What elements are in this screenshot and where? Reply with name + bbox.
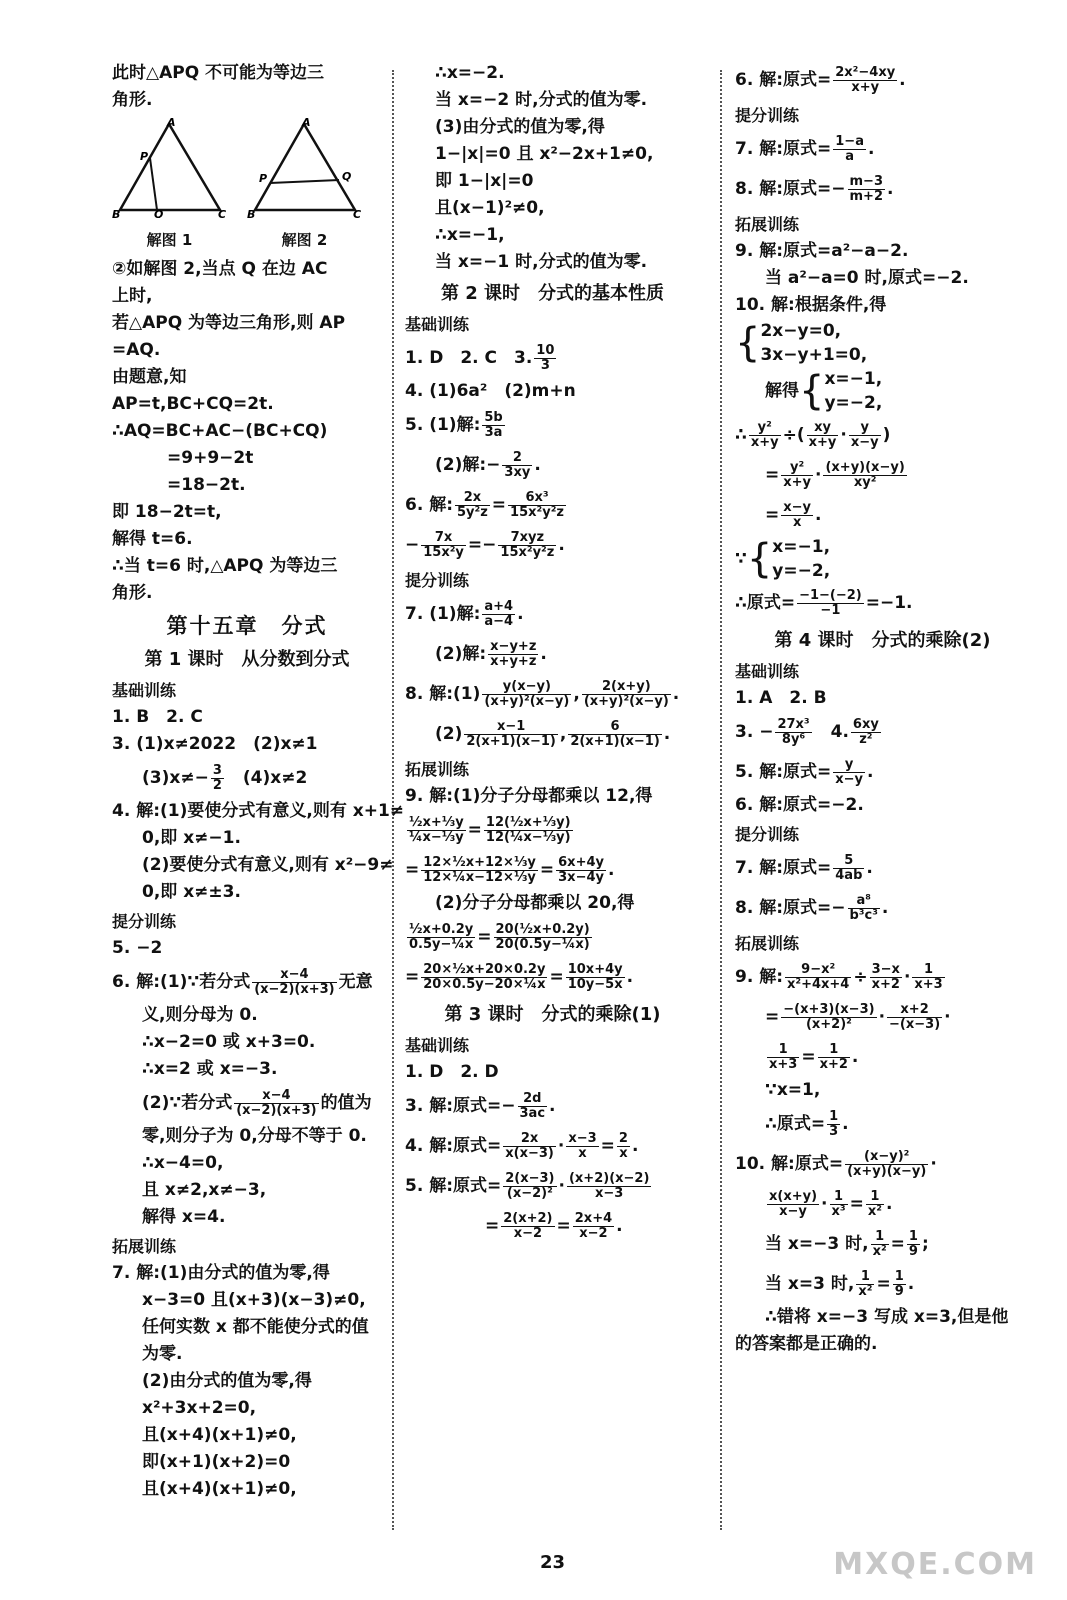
answer-line [112,962,382,1002]
answer-line: 8. 解:(1) $\frac{y(x-y)}{\text{(x+y)²(x−y)}}$ , $\frac{2(x+y)}{\text{(x+y)²(x−y)}}$ . [405,678,680,709]
text: ∴ [735,425,747,445]
system-lines: x=−1, y=−2, [772,537,831,581]
section-heading: 提分训练 [405,571,470,590]
section-heading: 拓展训练 [735,934,800,953]
watermark-logo: MXQE.COM [833,1547,1037,1582]
text: =−1. [865,593,913,613]
answer-line: 即 1−|x|=0 [435,171,534,191]
answer-line: 且(x−1)²≠0, [435,198,545,218]
fraction: $\frac{\text{12(½x+⅓y)}}{\text{12(¼x−⅓y)}}$ [485,814,571,845]
text: 10. 解:原式= [735,1154,844,1174]
fraction: $\frac{(x+y)(x-y)}{\text{xy²}}$ [825,459,905,490]
answer-line: 当 x=3 时, $\frac{1}{\text{x²}}$ = $\frac{1}{9}$ . [765,1268,915,1299]
fraction: $\frac{x-3}{x}$ [568,1130,597,1161]
fraction: $\frac{\text{20×½x+20×0.2y}}{\text{20×0.5y−20×¼x}}$ [423,961,546,992]
answer-line: = $\frac{x-y}{x}$ . [765,499,822,530]
triangle-figure-2 [247,118,362,218]
svg-text:P: P [140,150,149,163]
equation-system [735,319,1030,367]
fraction: $\frac{\text{2x²−4xy}}{x+y}$ [835,64,896,95]
answer-line [112,758,382,798]
fraction: $\frac{10}{3}$ [536,342,555,373]
answer-line: = $\frac{\text{12×½x+12×⅓y}}{\text{12×¼x−12×⅓y}}$ = $\frac{6x+4y}{3x-4y}$ . [405,854,615,885]
answer-line: = $\frac{\text{y²}}{x+y}$ · $\frac{(x+y)(x-y)}{\text{xy²}}$ [765,459,905,490]
figures [112,118,382,254]
answer-line: 6. 解:原式= $\frac{\text{2x²−4xy}}{x+y}$ . [735,64,906,95]
answer-line: 即(x+1)(x+2)=0 [142,1452,291,1472]
triangle-figure-1 [112,118,227,218]
fraction: $\frac{-1-(-2)}{-1}$ [799,587,862,618]
fraction: $\frac{a+4}{a-4}$ [484,598,514,629]
fraction: $\frac{x(x+y)}{x-y}$ [769,1188,818,1219]
text: 7. 解:原式= [735,858,832,878]
text: ∵ [735,549,747,569]
fraction: $\frac{2d}{3ac}$ [519,1090,546,1121]
answer-line: 7. 解:(1)由分式的值为零,得 [112,1263,330,1283]
section-heading: 提分训练 [735,106,800,125]
equation-system [735,367,1030,415]
answer-line: − $\frac{7x}{\text{15x²y}}$ =− 7xyz 15x²y²z . [405,529,565,560]
answer-line: 7. 解:原式= $\frac{5}{4ab}$ . [735,852,873,883]
answer-line: ∴错将 x=−3 写成 x=3,但是他 [765,1307,1009,1327]
fraction: $\frac{2(x+y)}{\text{(x+y)²(x−y)}}$ [583,678,669,709]
answer-line: ∴x=−2. [435,63,505,83]
answer-line: 9. 解:(1)分子分母都乘以 12,得 [405,786,653,806]
text: 8. 解:原式=− [735,179,846,199]
column-1 [112,60,405,1503]
fraction: $\frac{x-1}{2(x+1)(x-1)}$ [466,718,556,749]
text: 6. 解:原式= [735,70,832,90]
text: 4. 解:原式= [405,1136,502,1156]
section-heading: 拓展训练 [735,215,800,234]
text: 8. 解:原式=− [735,898,846,918]
answer-line: (2)分子分母都乘以 20,得 [435,893,635,913]
answer-line: 4. 解:(1)要使分式有意义,则有 x+1≠ [112,801,405,821]
fraction: 7xyz 15x²y²z [500,529,555,560]
fraction: $\frac{\text{y²}}{x+y}$ [750,419,779,450]
answer-line: 当 x=−3 时, $\frac{1}{\text{x²}}$ = $\frac{1}{9}$ ; [765,1228,929,1259]
text: ) [882,425,891,445]
text-line: 由题意,知 [112,367,187,387]
fraction: $\frac{xy}{x+y}$ [808,419,837,450]
fraction: $\frac{2(x+2)}{x-2}$ [503,1210,553,1241]
text-line: 解得 t=6. [112,529,193,549]
fraction: $\frac{6x+4y}{3x-4y}$ [558,854,604,885]
text-line: ∴AQ=BC+AC−(BC+CQ) [112,421,328,441]
section-heading: 提分训练 [735,825,800,844]
answer-line: $\frac{1}{x+3}$ = $\frac{1}{x+2}$ . [769,1041,859,1072]
fraction: $\frac{10x+4y}{10y-5x}$ [567,961,623,992]
svg-text:Q: Q [342,170,352,183]
svg-text:A: A [302,118,311,129]
text: 4. [830,722,849,742]
fraction: $\frac{\text{6x³}}{\text{15x²y²z}}$ [510,489,564,520]
answer-line: 且 x≠2,x≠−3, [142,1180,267,1200]
brace-icon: { [735,320,761,366]
answer-line: 10. 解:原式= $\frac{\text{(x−y)²}}{(x+y)(x-y)}$ · [735,1148,937,1179]
text: 当 x=3 时, [765,1274,855,1294]
svg-text:Q: Q [154,208,164,218]
text: 5. (1)解: [405,415,481,435]
text-line: AP=t,BC+CQ=2t. [112,394,274,414]
figure-1 [112,118,227,254]
answer-line: 1. B 2. C [112,707,203,727]
answer-line: ∴x=2 或 x=−3. [142,1059,278,1079]
text: 5. 解:原式= [405,1176,502,1196]
section-heading: 基础训练 [405,315,470,334]
text-line: 即 18−2t=t, [112,502,222,522]
fraction: $\frac{2x}{\text{5y²z}}$ [457,489,488,520]
answer-line: 0,即 x≠−1. [142,828,241,848]
section-heading: 基础训练 [735,662,800,681]
fraction: $\frac{\text{9−x²}}{\text{x²+4x+4}}$ [787,961,850,992]
answer-line [405,405,700,445]
fraction: $\frac{2x}{x(x-3)}$ [505,1130,554,1161]
answer-line: 当 a²−a=0 时,原式=−2. [765,268,969,288]
answer-line: 为零. [142,1344,183,1364]
fraction: $\frac{1}{9}$ [908,1228,918,1259]
fraction: $\frac{1}{x+3}$ [914,961,943,992]
answer-line: 4. (1)6a² (2)m+n [405,381,576,401]
answer-line: 解得 x=4. [142,1207,226,1227]
answer-line: 8. 解:原式=− $\frac{m-3}{m+2}$ . [735,173,894,204]
answer-line: = $\frac{2(x+2)}{x-2}$ = $\frac{2x+4}{x-2}$ . [485,1210,623,1241]
answer-line: $\frac{\text{½x+0.2y}}{\text{0.5y−¼x}}$ = $\frac{\text{20(½x+0.2y)}}{\text{20(0.5y−¼x)}}$ [409,921,590,952]
fraction: $\frac{\text{a⁸}}{\text{b³c³}}$ [849,892,878,923]
section-heading: 拓展训练 [405,760,470,779]
section-heading: 拓展训练 [112,1237,177,1256]
answer-line: 当 x=−1 时,分式的值为零. [435,252,648,272]
text: 7. 解:原式= [735,139,832,159]
answer-line [735,712,1030,752]
text: 6. 解:(1)∵若分式 [112,972,251,992]
text: ÷( [782,425,805,445]
column-3 [735,60,1030,1358]
fraction: $\frac{x+2}{-(x-3)}$ [889,1001,941,1032]
answer-line: (3)由分式的值为零,得 [435,117,605,137]
answer-line: x−3=0 且(x+3)(x−3)≠0, [142,1290,366,1310]
fraction: $\frac{y}{x-y}$ [835,756,864,787]
svg-text:A: A [167,118,176,129]
fraction: $\frac{\text{½x+0.2y}}{\text{0.5y−¼x}}$ [409,921,474,952]
fraction: $\frac{2}{3xy}$ [504,449,531,480]
answer-line: 任何实数 x 都不能使分式的值 [142,1317,369,1337]
fraction: $\frac{(x+2)(x-2)}{x-3}$ [568,1170,650,1201]
answer-line: (2)由分式的值为零,得 [142,1371,312,1391]
system-lines: 2x−y=0, 3x−y+1=0, [760,321,868,365]
answer-line: 4. 解:原式= $\frac{2x}{x(x-3)}$ · $\frac{x-3}{x}$ = $\frac{2}{x}$ . [405,1130,639,1161]
answer-line: 1. A 2. B [735,688,827,708]
answer-line: (2)解: $\frac{x-y+z}{x+y+z}$ . [435,638,547,669]
text: − [405,535,420,555]
fraction: $\frac{1}{x+3}$ [769,1041,798,1072]
text: 6. 解: [405,495,454,515]
text: (4)x≠2 [225,768,308,788]
text-line: =18−2t. [167,475,246,495]
answer-line [112,1083,382,1123]
text: (2)解:− [435,455,501,475]
svg-text:B: B [112,208,121,218]
answer-line: 6. 解: $\frac{2x}{\text{5y²z}}$ = $\frac{\text{6x³}}{\text{15x²y²z}}$ [405,489,564,520]
chapter-title: 第十五章 分式 [166,614,328,638]
answer-line: 且(x+4)(x+1)≠0, [142,1479,297,1499]
text: 5. 解:原式= [735,762,832,782]
text: 无意 [338,972,373,992]
text-line: 角形. [112,90,153,110]
text: 9. 解: [735,967,784,987]
fraction: $\frac{2(x-3)}{\text{(x−2)²}}$ [505,1170,555,1201]
svg-text:C: C [353,208,362,218]
answer-line: $\frac{x(x+y)}{x-y}$ · $\frac{1}{\text{x³}}$ = $\frac{1}{\text{x²}}$ . [769,1188,893,1219]
text-line: 此时△APQ 不可能为等边三 [112,63,325,83]
text: (2)解: [435,644,487,664]
fraction: $\frac{1}{\text{x²}}$ [858,1268,873,1299]
text: (2)∵若分式 [142,1093,233,1113]
fraction: $\frac{\text{(x−y)²}}{(x+y)(x-y)}$ [847,1148,927,1179]
text: ∴原式= [765,1114,826,1134]
text: 3. − [735,722,774,742]
answer-line: 零,则分子为 0,分母不等于 0. [142,1126,367,1146]
lesson-title: 第 2 课时 分式的基本性质 [440,283,665,304]
page-number: 23 [540,1552,566,1573]
fraction: $\frac{\text{½x+⅓y}}{\text{¼x−⅓y}}$ [409,814,464,845]
fraction: $\frac{3}{2}$ [212,762,222,793]
answer-line: ∵x=1, [765,1080,821,1100]
fraction: $\frac{6xy}{\text{z²}}$ [852,716,879,747]
answer-line: ∴x=−1, [435,225,505,245]
answer-line: (2)解:− $\frac{2}{3xy}$ . [435,449,541,480]
fraction: $\frac{1}{\text{x²}}$ [872,1228,887,1259]
text: (2) [435,724,463,744]
fraction: $\frac{x-4}{(x-2)(x+3)}$ [236,1087,317,1118]
answer-line: 的答案都是正确的. [735,1334,878,1354]
answer-line: 7. 解:原式= $\frac{1-a}{a}$ . [735,133,875,164]
fraction: $\frac{-(x+3)(x-3)}{\text{(x+2)²}}$ [783,1001,875,1032]
answer-line: 5. 解:原式= $\frac{2(x-3)}{\text{(x−2)²}}$ · $\frac{(x+2)(x-2)}{x-3}$ [405,1170,650,1201]
answer-line: 7. (1)解: $\frac{a+4}{a-4}$ . [405,598,524,629]
text-line: ∴当 t=6 时,△APQ 为等边三 [112,556,338,576]
fraction: $\frac{\text{27x³}}{\text{8y⁶}}$ [777,716,810,747]
answer-line: $\frac{\text{½x+⅓y}}{\text{¼x−⅓y}}$ = $\frac{\text{12(½x+⅓y)}}{\text{12(¼x−⅓y)}}$ [409,814,571,845]
fraction: $\frac{m-3}{m+2}$ [849,173,883,204]
text-line: 角形. [112,583,153,603]
fraction: $\frac{y(x-y)}{\text{(x+y)²(x−y)}}$ [484,678,570,709]
answer-line: 10. 解:根据条件,得 [735,295,887,315]
section-heading: 提分训练 [112,912,177,931]
answer-line: 6. 解:原式=−2. [735,795,864,815]
answer-line: 0,即 x≠±3. [142,882,241,902]
answer-line: 3. 解:原式=− $\frac{2d}{3ac}$ . [405,1090,556,1121]
answer-line: ∴x−4=0, [142,1153,224,1173]
fraction: $\frac{x-y}{x}$ [783,499,812,530]
text: 3. 解:原式=− [405,1096,516,1116]
brace-icon: { [746,536,773,582]
fraction: $\frac{1}{9}$ [894,1268,904,1299]
answer-line [405,338,700,378]
fraction: $\frac{2x+4}{x-2}$ [574,1210,613,1241]
lesson-title: 第 3 课时 分式的乘除(1) [444,1004,661,1025]
system-lines: x=−1, y=−2, [824,369,883,413]
text: 1. D 2. C 3. [405,348,533,368]
text-line: =9+9−2t [167,448,254,468]
column-divider-2 [720,70,722,1530]
fraction: $\frac{5b}{3a}$ [484,409,503,440]
fraction: $\frac{x-4}{(x-2)(x+3)}$ [254,966,335,997]
fraction: $\frac{\text{20(½x+0.2y)}}{\text{20(0.5y−¼x)}}$ [495,921,590,952]
answer-line: ∴原式= $\frac{1}{3}$ . [765,1108,849,1139]
answer-line: 5. 解:原式= $\frac{y}{x-y}$ . [735,756,874,787]
fraction: $\frac{1}{x+2}$ [819,1041,848,1072]
fraction: $\frac{6}{2(x+1)(x-1)}$ [570,718,660,749]
answer-line: 8. 解:原式=− $\frac{\text{a⁸}}{\text{b³c³}}$ . [735,892,889,923]
section-heading: 基础训练 [112,681,177,700]
answer-line: 且(x+4)(x+1)≠0, [142,1425,297,1445]
column-divider-1 [392,70,394,1530]
text: ∴原式= [735,593,796,613]
fraction: $\frac{y}{x-y}$ [850,419,879,450]
answer-line: 3. (1)x≠2022 (2)x≠1 [112,734,318,754]
fraction: $\frac{2}{x}$ [618,1130,628,1161]
text: = [765,1007,780,1027]
fraction: $\frac{5}{4ab}$ [835,852,863,883]
section-heading: 基础训练 [405,1036,470,1055]
text-line: 上时, [112,286,153,306]
text-line: =AQ. [112,340,161,360]
fraction: $\frac{1}{\text{x²}}$ [867,1188,882,1219]
fraction: $\frac{\text{12×½x+12×⅓y}}{\text{12×¼x−12×⅓y}}$ [423,854,536,885]
fraction: $\frac{3-x}{x+2}$ [871,961,900,992]
answer-line: = $\frac{\text{20×½x+20×0.2y}}{\text{20×0.5y−20×¼x}}$ = $\frac{10x+4y}{10y-5x}$ . [405,961,634,992]
svg-text:C: C [218,208,227,218]
answer-line: (2)要使分式有意义,则有 x²−9≠ [142,855,394,875]
svg-text:B: B [247,208,256,218]
text-line: ②如解图 2,当点 Q 在边 AC [112,259,328,279]
answer-line: x²+3x+2=0, [142,1398,257,1418]
equation-system [735,535,1030,583]
lesson-title: 第 1 课时 从分数到分式 [144,649,350,670]
figure-2-label: 解图 2 [281,231,328,249]
answer-line [735,583,1030,623]
fraction: $\frac{\text{y²}}{x+y}$ [783,459,812,490]
text: 的值为 [320,1093,372,1113]
svg-text:P: P [259,172,268,185]
answer-line: 当 x=−2 时,分式的值为零. [435,90,648,110]
fraction: $\frac{x-y+z}{x+y+z}$ [490,638,537,669]
answer-line: 9. 解: $\frac{\text{9−x²}}{\text{x²+4x+4}}$ ÷ $\frac{3-x}{x+2}$ · $\frac{1}{x+3}$ [735,961,943,992]
figure-1-label: 解图 1 [146,231,193,249]
fraction: $\frac{7x}{\text{15x²y}}$ [423,529,464,560]
text: 解得 [765,381,799,401]
answer-line: 1−|x|=0 且 x²−2x+1≠0, [435,144,654,164]
column-2 [405,60,700,1246]
answer-line: = $\frac{-(x+3)(x-3)}{\text{(x+2)²}}$ · $\frac{x+2}{-(x-3)}$ · [765,1001,951,1032]
answer-line: ∴ $\frac{\text{y²}}{x+y}$ ÷( $\frac{xy}{x+y}$ · $\frac{y}{x-y}$ ) [735,419,891,450]
answer-line: 5. −2 [112,938,163,958]
answer-line: 9. 解:原式=a²−a−2. [735,241,909,261]
fraction: $\frac{1}{\text{x³}}$ [831,1188,846,1219]
text: 当 x=−3 时, [765,1234,869,1254]
text: 8. 解:(1) [405,684,481,704]
answer-line: 义,则分母为 0. [142,1005,258,1025]
figure-2 [247,118,362,254]
lesson-title: 第 4 课时 分式的乘除(2) [774,630,991,651]
text: 7. (1)解: [405,604,481,624]
fraction: $\frac{1-a}{a}$ [835,133,864,164]
brace-icon: { [799,368,825,414]
answer-line: ∴x−2=0 或 x+3=0. [142,1032,316,1052]
text: (3)x≠− [142,768,209,788]
answer-line: (2) $\frac{x-1}{2(x+1)(x-1)}$ , $\frac{6}{2(x+1)(x-1)}$ . [435,718,671,749]
fraction: $\frac{1}{3}$ [829,1108,839,1139]
answer-line: 1. D 2. D [405,1062,499,1082]
text-line: 若△APQ 为等边三角形,则 AP [112,313,346,333]
